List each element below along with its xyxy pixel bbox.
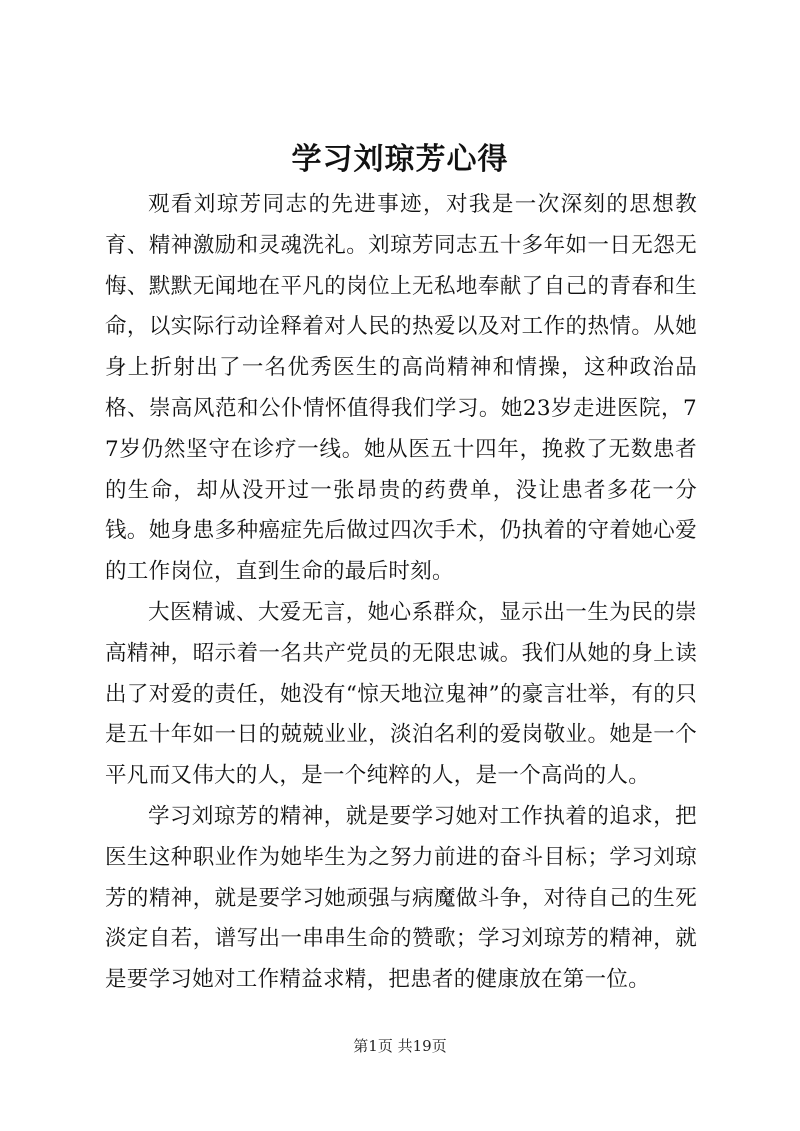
document-body xyxy=(105,185,697,1001)
page-footer: 第1页 共19页 xyxy=(353,1037,447,1055)
paragraph-1: 观看刘琼芳同志的先进事迹，对我是一次深刻的思想教育、精神激励和灵魂洗礼。刘琼芳同志五十多年如一日无怨无悔、默默无闻地在平凡的岗位上无私地奉献了自己的青春和生命，以实际行动诠释着对人民的热爱以及对工作的热情。从她身上折射出了一名优秀医生的高尚精神和情操，这种政治品格、崇高风范和公仆情怀值得我们学习。她23岁走进医院，77岁仍然坚守在诊疗一线。她从医五十四年，挽救了无数患者的生命，却从没开过一张昂贵的药费单，没让患者多花一分钱。她身患多种癌症先后做过四次手术，仍执着的守着她心爱的工作岗位，直到生命的最后时刻。 xyxy=(105,192,697,585)
paragraph-2: 大医精诚、大爱无言，她心系群众，显示出一生为民的崇高精神，昭示着一名共产党员的无限忠诚。我们从她的身上读出了对爱的责任，她没有“惊天地泣鬼神”的豪言壮举，有的只是五十年如一日的兢兢业业，淡泊名利的爱岗敬业。她是一个平凡而又伟大的人，是一个纯粹的人，是一个高尚的人。 xyxy=(105,599,697,789)
paragraph-3: 学习刘琼芳的精神，就是要学习她对工作执着的追求，把医生这种职业作为她毕生为之努力前进的奋斗目标；学习刘琼芳的精神，就是要学习她顽强与病魔做斗争，对待自己的生死淡定自若，谱写出一串串生命的赞歌；学习刘琼芳的精神，就是要学习她对工作精益求精，把患者的健康放在第一位。 xyxy=(105,803,697,993)
document-title: 学习刘琼芳心得 xyxy=(291,142,509,177)
